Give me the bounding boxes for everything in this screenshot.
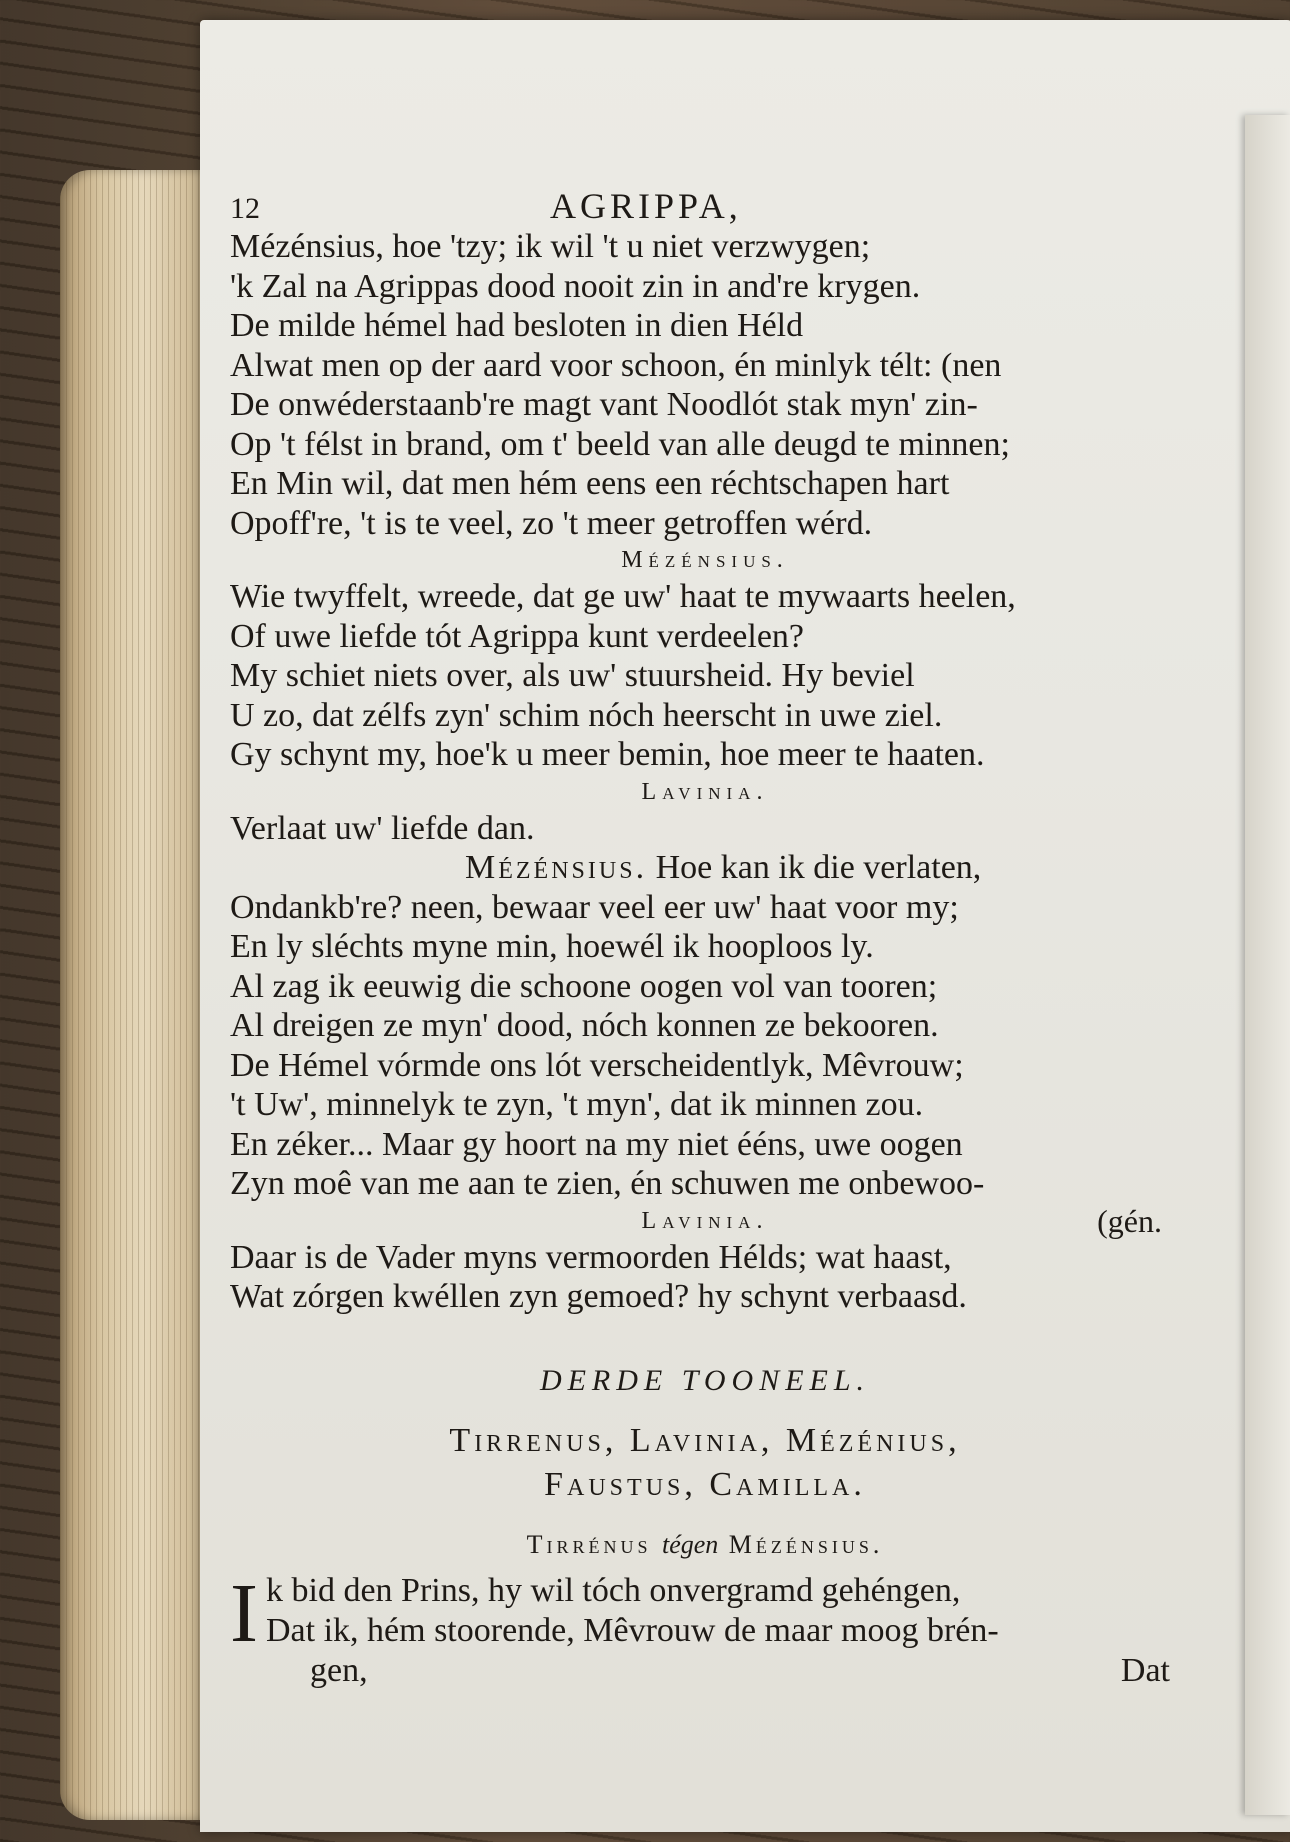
verse-line: U zo, dat zélfs zyn' schim nóch heerscht in uwe ziel. — [230, 696, 943, 734]
verse-line-split — [230, 848, 1180, 888]
verse-line: Ondankb're? neen, bewaar veel eer uw' haat voor my; — [230, 888, 959, 926]
verse-line: Al zag ik eeuwig die schoone oogen vol van tooren; — [230, 967, 938, 1005]
turnover-fragment: (gén. — [1097, 1202, 1162, 1239]
verse-line: Dat ik, hém stoorende, Mêvrouw de maar moog brén- — [266, 1611, 999, 1649]
verse-line: Verlaat uw' liefde dan. — [230, 809, 535, 847]
right-page-edge — [1245, 115, 1290, 1815]
verse-line: 't Uw', minnelyk te zyn, 't myn', dat ik minnen zou. — [230, 1086, 924, 1123]
verse-line: Wat zórgen kwéllen zyn gemoed? hy schynt verbaasd. — [230, 1278, 967, 1315]
verse-block-4 — [230, 1238, 1180, 1317]
stage-direction — [230, 1525, 1180, 1565]
speaker-heading — [230, 1204, 1180, 1238]
speaker-heading: Lavinia. — [641, 778, 769, 805]
direction-target: Mézénsius. — [728, 1529, 884, 1559]
verse-line: Op 't félst in brand, om t' beeld van alle deugd te minnen; — [230, 425, 1010, 463]
drop-cap: I — [230, 1566, 258, 1660]
verse-line: De Hémel vórmde ons lót verscheidentlyk, Mêvrouw; — [230, 1046, 964, 1084]
last-line-row — [230, 1651, 1180, 1691]
page-text — [230, 185, 1180, 1691]
verse-line: En zéker... Maar gy hoort na my niet ééns, uwe oogen — [230, 1125, 963, 1163]
verse-line: En Min wil, dat men hém eens een réchtschapen hart — [230, 465, 950, 502]
verse-line: Gy schynt my, hoe'k u meer bemin, hoe meer te haaten. — [230, 736, 985, 773]
verse-line: My schiet niets over, als uw' stuursheid. Hy beviel — [230, 657, 915, 694]
verse-line: Of uwe liefde tót Agrippa kunt verdeelen? — [230, 617, 805, 655]
catchword: Dat — [1120, 1651, 1170, 1689]
inline-text: Hoe kan ik die verlaten, — [655, 849, 982, 886]
page-number: 12 — [230, 192, 260, 225]
verse-line: En ly sléchts myne min, hoewél ik hooploos ly. — [230, 928, 874, 965]
speaker-heading: Mézénsius. — [621, 547, 789, 573]
verse-line: Opoff're, 't is te veel, zo 't meer getroffen wérd. — [230, 504, 873, 542]
direction-speaker: Tirrénus — [526, 1529, 652, 1559]
opening-verse — [230, 1566, 1180, 1660]
direction-word: tégen — [661, 1529, 719, 1559]
verse-line: Alwat men op der aard voor schoon, én minlyk télt: (nen — [230, 346, 1002, 384]
page-edges — [60, 170, 200, 1820]
speaker-name: Lavinia. — [641, 1207, 769, 1234]
cast-list-line: Faustus, Camilla. — [544, 1465, 866, 1503]
verse-line: k bid den Prins, hy wil tóch onvergramd gehéngen, — [266, 1571, 961, 1609]
scene-title: DERDE TOONEEL. — [539, 1363, 871, 1397]
verse-line: De onwéderstaanb're magt vant Noodlót stak myn' zin- — [230, 386, 978, 423]
running-title: AGRIPPA, — [550, 186, 742, 226]
verse-line: Wie twyffelt, wreede, dat ge uw' haat te mywaarts heelen, — [230, 578, 1016, 615]
verse-line: Daar is de Vader myns vermoorden Hélds; wat haast, — [230, 1238, 952, 1276]
verse-line: Mézénsius, hoe 'tzy; ik wil 't u niet verzwygen; — [230, 228, 871, 265]
page-header — [230, 185, 1180, 227]
cast-list-line: Tirrenus, Lavinia, Mézénius, — [449, 1421, 961, 1459]
verse-line: 'k Zal na Agrippas dood nooit zin in and're krygen. — [230, 267, 921, 305]
inline-speaker: Mézénsius. — [465, 849, 648, 886]
verse-block-3 — [230, 888, 1180, 1204]
verse-line-end: gen, — [310, 1651, 368, 1689]
verse-line: De milde hémel had besloten in dien Héld — [230, 307, 804, 344]
verse-line: Al dreigen ze myn' dood, nóch konnen ze bekooren. — [230, 1007, 939, 1044]
verse-block-1 — [230, 227, 1180, 543]
verse-block-2 — [230, 577, 1180, 775]
verse-line: Zyn moê van me aan te zien, én schuwen me onbewoo- — [230, 1165, 985, 1202]
